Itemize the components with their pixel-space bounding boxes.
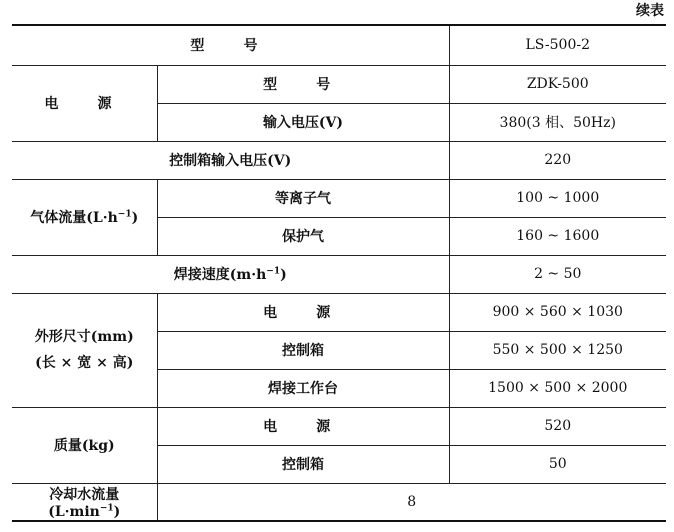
- power-voltage-value: 380(3 相、50Hz): [449, 103, 666, 141]
- power-model-value: ZDK-500: [449, 65, 666, 103]
- mass-control-label: 控制箱: [157, 445, 449, 483]
- dimensions-group-label: 外形尺寸(mm) (长 × 宽 × 高): [12, 293, 157, 407]
- shield-gas-value: 160 ~ 1600: [449, 217, 666, 255]
- table-row: [12, 141, 666, 179]
- control-voltage-value: 220: [449, 141, 666, 179]
- power-model-label: 型 号: [157, 65, 449, 103]
- mass-control-value: 50: [449, 445, 666, 483]
- dim-bench-value: 1500 × 500 × 2000: [449, 369, 666, 407]
- model-label: 型 号: [12, 25, 449, 65]
- welding-speed-value: 2 ~ 50: [449, 255, 666, 293]
- control-voltage-label: 控制箱输入电压(V): [12, 141, 449, 179]
- table-row: [12, 483, 666, 521]
- power-group-label: 电 源: [12, 65, 157, 141]
- plasma-gas-label: 等离子气: [157, 179, 449, 217]
- dim-control-value: 550 × 500 × 1250: [449, 331, 666, 369]
- welding-speed-label: 焊接速度$(m\cdot h^{-1})$: [12, 255, 449, 293]
- table-row: [12, 407, 666, 445]
- table-row: [12, 65, 666, 103]
- mass-power-value: 520: [449, 407, 666, 445]
- continued-table-note: 续表: [636, 3, 664, 19]
- dim-bench-label: 焊接工作台: [157, 369, 449, 407]
- mass-power-label: 电 源: [157, 407, 449, 445]
- cooling-water-label: 冷却水流量$(L\cdot\min^{-1})$: [12, 483, 157, 521]
- mass-group-label: 质量(kg): [12, 407, 157, 483]
- gas-flow-group-label: 气体流量$(L\cdot h^{-1})$: [12, 179, 157, 255]
- dim-power-value: 900 × 560 × 1030: [449, 293, 666, 331]
- dim-power-label: 电 源: [157, 293, 449, 331]
- shield-gas-label: 保护气: [157, 217, 449, 255]
- table-row: [12, 25, 666, 65]
- table-row: [12, 255, 666, 293]
- table-row: [12, 179, 666, 217]
- plasma-gas-value: 100 ~ 1000: [449, 179, 666, 217]
- dim-control-label: 控制箱: [157, 331, 449, 369]
- model-value: LS-500-2: [449, 25, 666, 65]
- spec-table: [12, 24, 666, 522]
- cooling-water-value: 8: [157, 483, 666, 521]
- table-row: [12, 293, 666, 331]
- power-voltage-label: 输入电压(V): [157, 103, 449, 141]
